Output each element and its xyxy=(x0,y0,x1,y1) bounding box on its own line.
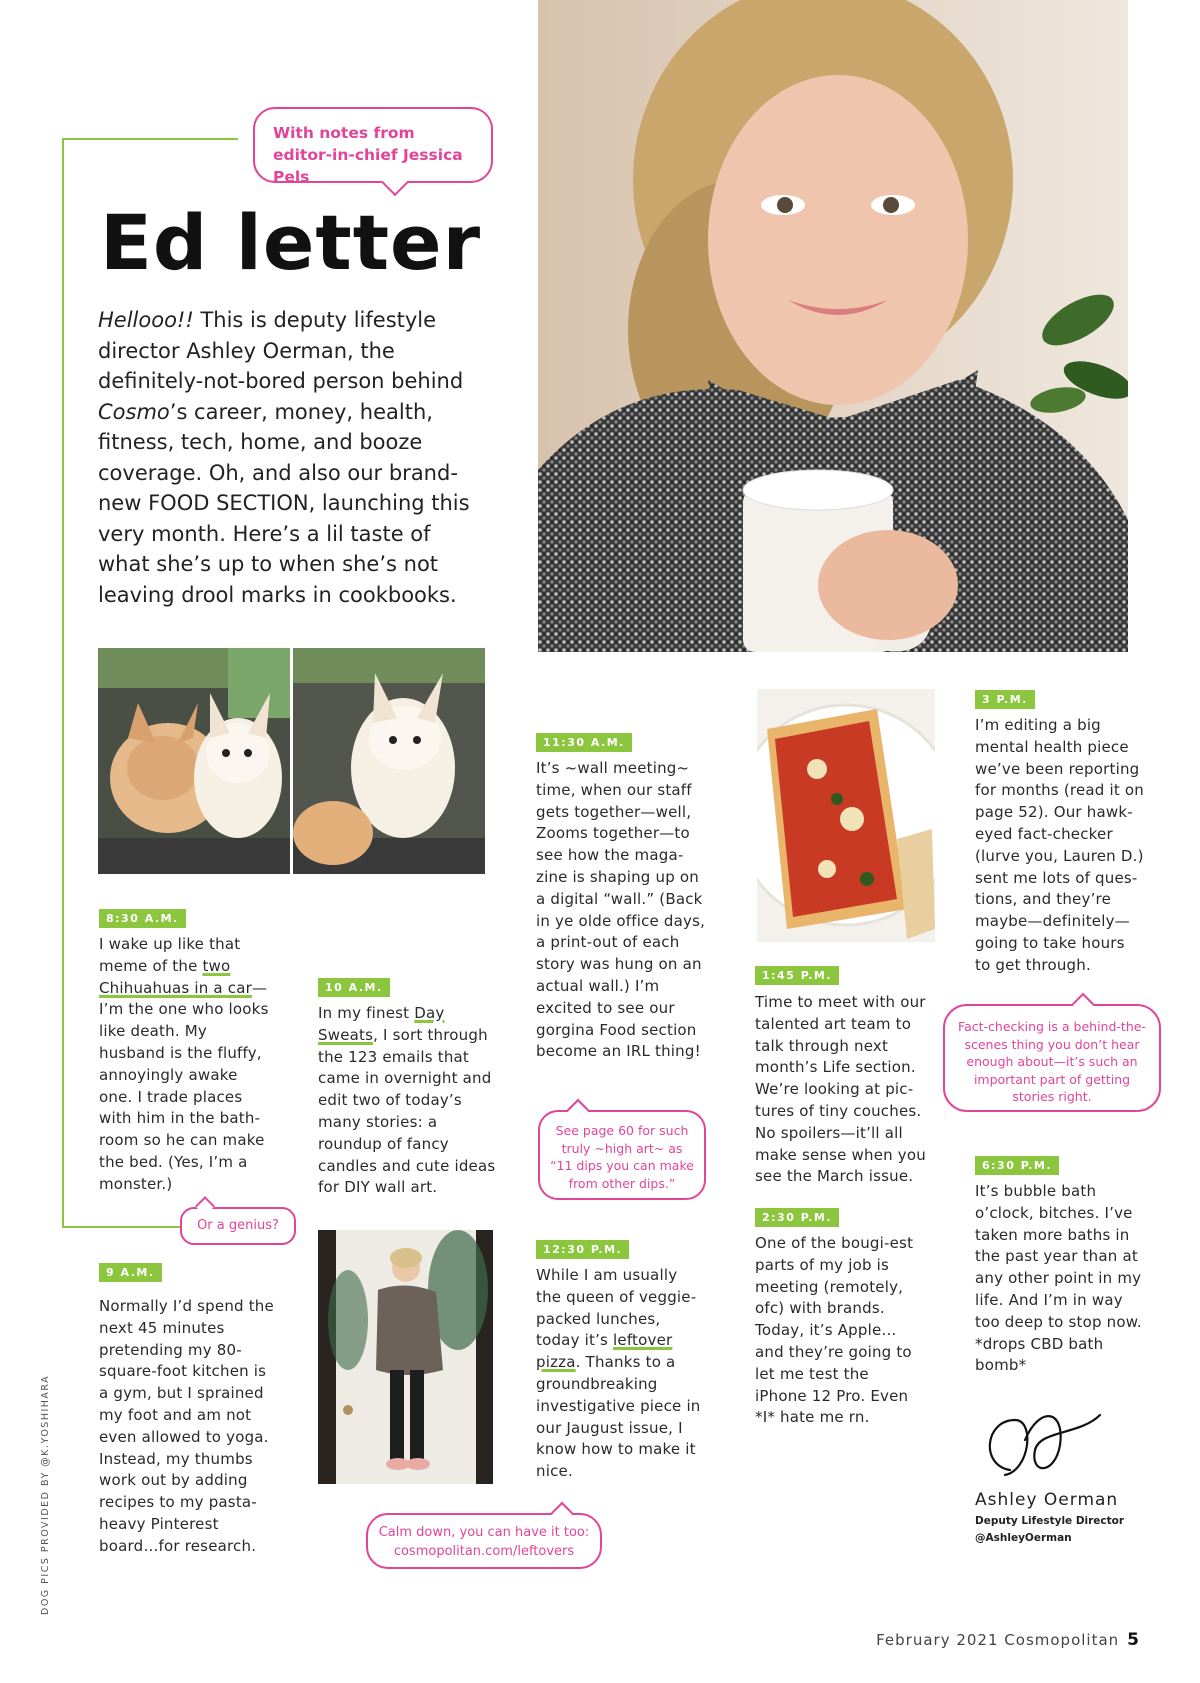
genius-note-text: Or a genius? xyxy=(197,1218,279,1233)
signoff-name: Ashley Oerman xyxy=(975,1490,1119,1510)
intro-paragraph xyxy=(98,305,478,610)
timetag-830: 8:30 A.M. xyxy=(99,909,186,928)
genius-note-bubble xyxy=(180,1207,296,1245)
timetag-145: 1:45 P.M. xyxy=(755,966,839,985)
entry-10am-pre: In my finest xyxy=(318,1004,415,1022)
signature-graphic xyxy=(970,1395,1110,1485)
entry-830-text xyxy=(99,934,274,1196)
two-chihuahuas-link[interactable]: two Chihuahuas in a car xyxy=(99,956,252,997)
entry-10am-text xyxy=(318,1003,496,1199)
page-number: 5 xyxy=(1127,1630,1140,1650)
timetag-9am: 9 A.M. xyxy=(99,1263,162,1282)
intro-cosmo: Cosmo xyxy=(98,399,170,424)
entry-230-text: One of the bougi-est parts of my job is meeting (remotely, ofc) with brands. Today, it’s Apple… and they’re going to let me test the iPhone 12 Pro. Even *I* hate me rn. xyxy=(755,1234,914,1427)
entry-1230-post: . Thanks to a groundbreaking investigative piece in our Jaugust issue, I know how to make it nice. xyxy=(536,1353,701,1481)
signoff-handle: @AshleyOerman xyxy=(975,1532,1072,1544)
page-footer xyxy=(876,1630,1140,1650)
leftover-pizza-link[interactable]: leftover pizza xyxy=(536,1331,673,1372)
photo-credit: DOG PICS PROVIDED BY @K.YOSHIHARA xyxy=(40,1374,51,1615)
timetag-230: 2:30 P.M. xyxy=(755,1208,839,1227)
entry-830-post: —I’m the one who looks like death. My husband is the fluffy, annoyingly awake one. I trade places with him in the bath-room so he can make the bed. (Yes, I’m a monster.) xyxy=(99,978,269,1193)
timetag-10am: 10 A.M. xyxy=(318,978,390,997)
green-bracket-bottom xyxy=(62,1226,180,1228)
factcheck-note-bubble xyxy=(943,1004,1161,1112)
entry-1230-pre: While I am usually the queen of veggie-packed lunches, today it’s xyxy=(536,1266,697,1350)
page-title: Ed letter xyxy=(100,198,482,287)
entry-830-pre: I wake up like that meme of the xyxy=(99,935,241,975)
dips-note-bubble xyxy=(538,1110,706,1200)
pizza-photo xyxy=(757,689,935,942)
intro-text-2: ’s career, money, health, fitness, tech, home, and booze coverage. Oh, and also our brand-new FOOD SECTION, launching this very month. Here’s a lil taste of what she’s up to when she’s not leaving drool marks in cookbooks. xyxy=(98,399,470,607)
entry-145-text: Time to meet with our talented art team to talk through next month’s Life section. We’re looking at pic-tures of tiny couches. No spoilers—it’ll all make sense when you see the March issue. xyxy=(755,993,926,1186)
leftovers-note-text: Calm down, you can have it too: cosmopolitan.com/leftovers xyxy=(378,1525,590,1559)
editor-notes-bubble xyxy=(253,107,493,186)
day-sweats-link[interactable]: Day Sweats xyxy=(318,1004,445,1044)
mirror-selfie-photo xyxy=(318,1230,493,1484)
dips-note-text: See page 60 for such truly ~high art~ as “11 dips you can make from other dips.” xyxy=(550,1123,694,1191)
entry-1130-text: It’s ~wall meeting~ time, when our staff gets together—well, Zooms together—to see how the maga-zine is shaping up on a digital “wall.” (Back in ye olde office days, a print-out of each story was hung on an actual wall.) I’m excited to see our gorgina Food section become an IRL thing! xyxy=(536,759,706,1061)
signoff-role: Deputy Lifestyle Director xyxy=(975,1515,1125,1527)
green-bracket-line xyxy=(62,138,64,1226)
dog-photo-left xyxy=(98,648,290,874)
timetag-1230: 12:30 P.M. xyxy=(536,1240,629,1259)
leftovers-note-bubble xyxy=(366,1513,602,1569)
hero-portrait-photo xyxy=(538,0,1128,652)
intro-text-1: This is deputy lifestyle director Ashley Oerman, the definitely-not-bored person behind xyxy=(98,308,464,393)
timetag-1130: 11:30 A.M. xyxy=(536,733,632,752)
dog-photo-right xyxy=(293,648,485,874)
entry-1230-text xyxy=(536,1265,706,1483)
factcheck-note-text: Fact-checking is a behind-the-scenes thing you don’t hear enough about—it’s such an important part of getting stories right. xyxy=(958,1019,1146,1104)
footer-issue: February 2021 Cosmopolitan xyxy=(876,1631,1120,1649)
intro-greeting: Hellooo!! xyxy=(98,308,194,332)
entry-10am-post: , I sort through the 123 emails that came in overnight and edit two of today’s many stories: a roundup of fancy candles and cute ideas for DIY wall art. xyxy=(318,1025,496,1197)
green-bracket-top xyxy=(62,138,238,140)
editor-notes-text: With notes from editor-in-chief Jessica Pels xyxy=(273,124,463,186)
entry-3pm-text: I’m editing a big mental health piece we’ve been reporting for months (read it on page 52). Our hawk-eyed fact-checker (lurve you, Lauren D.) sent me lots of ques-tions, and they’re maybe—definitely—going to take hours to get through. xyxy=(975,716,1144,974)
timetag-630: 6:30 P.M. xyxy=(975,1156,1059,1175)
entry-9am-text: Normally I’d spend the next 45 minutes pretending my 80-square-foot kitchen is a gym, but I sprained my foot and am not even allowed to yoga. Instead, my thumbs work out by adding recipes to my pasta-heavy Pinterest board…for research. xyxy=(99,1297,274,1555)
entry-630-text: It’s bubble bath o’clock, bitches. I’ve taken more baths in the past year than at any other point in my life. And I’m in way too deep to stop now. *drops CBD bath bomb* xyxy=(975,1182,1142,1375)
timetag-3pm: 3 P.M. xyxy=(975,690,1035,709)
